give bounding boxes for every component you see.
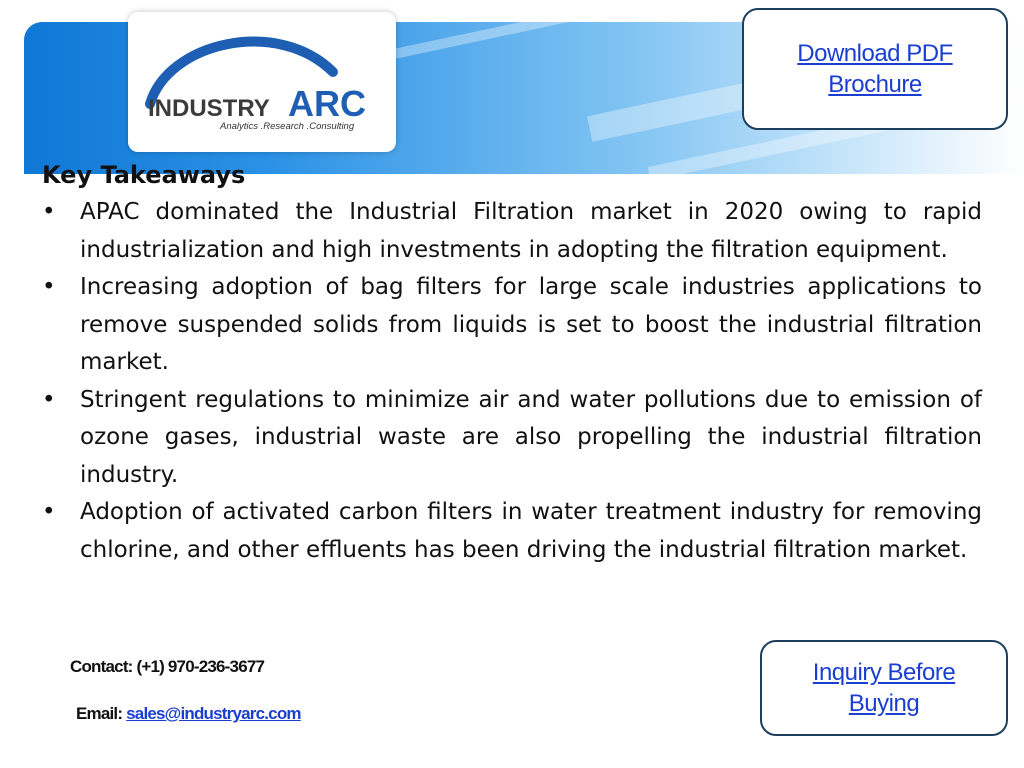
contact-phone: 970-236-3677 bbox=[167, 657, 265, 676]
list-item bbox=[42, 194, 982, 269]
inquiry-before-buying-button[interactable] bbox=[760, 640, 1008, 736]
download-brochure-button[interactable] bbox=[742, 8, 1008, 130]
logo-brand-a: INDUSTRY bbox=[148, 95, 270, 122]
list-item-text: APAC dominated the Industrial Filtration market in 2020 owing to rapid industrialization and high investments in adopting the filtration equipment. bbox=[80, 199, 982, 263]
contact-label: Contact: (+1) bbox=[70, 657, 168, 676]
bullet-icon: • bbox=[42, 386, 56, 413]
logo-tagline: Analytics .Research .Consulting bbox=[220, 121, 355, 132]
email-link[interactable]: sales@industryarc.com bbox=[126, 704, 301, 723]
takeaways-list bbox=[42, 194, 982, 569]
inquiry-button-line1[interactable]: Inquiry Before bbox=[812, 659, 956, 686]
list-item bbox=[42, 269, 982, 382]
industryarc-logo bbox=[128, 12, 396, 152]
key-takeaways-section bbox=[42, 156, 982, 569]
contact-line bbox=[70, 657, 264, 677]
list-item bbox=[42, 382, 982, 495]
list-item-text: Adoption of activated carbon filters in water treatment industry for removing chlorine, and other effluents has been driving the industrial filtration market. bbox=[80, 499, 982, 563]
list-item bbox=[42, 494, 982, 569]
list-item-text: Increasing adoption of bag filters for large scale industries applications to remove suspended solids from liquids is set to boost the industrial filtration market. bbox=[80, 274, 982, 375]
download-button-line2[interactable]: Brochure bbox=[828, 71, 922, 98]
inquiry-button-line2[interactable]: Buying bbox=[848, 690, 920, 717]
email-label: Email: bbox=[76, 704, 127, 723]
download-button-line1[interactable]: Download PDF bbox=[797, 40, 953, 67]
section-heading: Key Takeaways bbox=[42, 161, 246, 189]
logo-brand-b: ARC bbox=[288, 83, 366, 124]
list-item-text: Stringent regulations to minimize air and water pollutions due to emission of ozone gases, industrial waste are also propelling the industrial filtration industry. bbox=[80, 386, 982, 488]
email-line bbox=[76, 704, 301, 724]
logo-card bbox=[128, 12, 396, 152]
bullet-icon: • bbox=[42, 199, 56, 225]
bullet-icon: • bbox=[42, 499, 56, 525]
bullet-icon: • bbox=[42, 274, 56, 300]
